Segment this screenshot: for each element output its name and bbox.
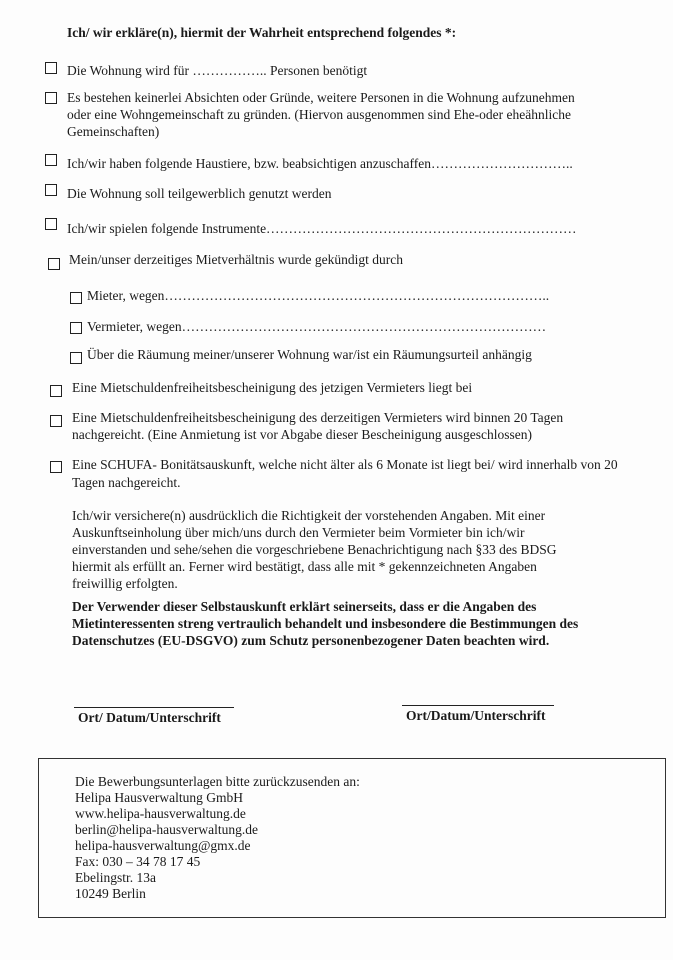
declaration-line: hiermit als erfüllt an. Ferner wird bestätigt, dass alle mit * gekennzeichneten Angaben — [72, 559, 537, 574]
subitem-tenant: Mieter, wegen………………………………………………………………………….. — [87, 288, 550, 303]
item-certificate-enclosed: Eine Mietschuldenfreiheitsbescheinigung des jetzigen Vermieters liegt bei — [72, 380, 473, 395]
postal-city: 10249 Berlin — [75, 886, 146, 901]
item-no-additional-persons-line3: Gemeinschaften) — [67, 124, 160, 139]
item-commercial-use: Die Wohnung soll teilgewerblich genutzt werden — [67, 186, 332, 201]
signature-line-left — [74, 707, 234, 708]
checkbox-no-additional-persons[interactable] — [45, 92, 57, 104]
checkbox-terminated[interactable] — [48, 258, 60, 270]
street-address: Ebelingstr. 13a — [75, 870, 156, 885]
checkbox-eviction[interactable] — [70, 352, 82, 364]
privacy-notice-line: Mietinteressenten streng vertraulich behandelt und insbesondere die Bestimmungen des — [72, 616, 579, 631]
company-name: Helipa Hausverwaltung GmbH — [75, 790, 243, 805]
item-certificate-later-line2: nachgereicht. (Eine Anmietung ist vor Abgabe dieser Bescheinigung ausgeschlossen) — [72, 427, 533, 442]
item-schufa: Eine SCHUFA- Bonitätsauskunft, welche nicht älter als 6 Monate ist liegt bei/ wird innerhalb von 20 — [72, 457, 618, 472]
signature-label-left: Ort/ Datum/Unterschrift — [78, 710, 221, 725]
checkbox-certificate-enclosed[interactable] — [50, 385, 62, 397]
declaration-line: einverstanden und sehe/sehen die vorgeschriebene Benachrichtigung nach §33 des BDSG — [72, 542, 557, 557]
item-no-additional-persons-line2: oder eine Wohngemeinschaft zu gründen. (Hiervon ausgenommen sind Ehe-oder eheähnliche — [67, 107, 571, 122]
email-link[interactable]: berlin@helipa-hausverwaltung.de — [75, 822, 258, 837]
checkbox-landlord[interactable] — [70, 322, 82, 334]
privacy-notice-line: Der Verwender dieser Selbstauskunft erklärt seinerseits, dass er die Angaben des — [72, 599, 537, 614]
declaration-line: Auskunftseinholung über mich/uns durch den Vermieter beim Vormieter bin ich/wir — [72, 525, 525, 540]
checkbox-pets[interactable] — [45, 154, 57, 166]
email-link-gmx[interactable]: helipa-hausverwaltung@gmx.de — [75, 838, 251, 853]
signature-label-right: Ort/Datum/Unterschrift — [406, 708, 546, 723]
website-link[interactable]: www.helipa-hausverwaltung.de — [75, 806, 246, 821]
checkbox-schufa[interactable] — [50, 461, 62, 473]
item-persons: Die Wohnung wird für …………….. Personen benötigt — [67, 63, 368, 78]
item-certificate-later: Eine Mietschuldenfreiheitsbescheinigung des derzeitigen Vermieters wird binnen 20 Tagen — [72, 410, 564, 425]
heading: Ich/ wir erkläre(n), hiermit der Wahrheit entsprechend folgendes *: — [67, 25, 457, 40]
declaration-line: Ich/wir versichere(n) ausdrücklich die Richtigkeit der vorstehenden Angaben. Mit einer — [72, 508, 546, 523]
signature-line-right — [402, 705, 554, 706]
checkbox-persons[interactable] — [45, 62, 57, 74]
subitem-landlord: Vermieter, wegen……………………………………………………………………… — [87, 319, 547, 334]
item-pets: Ich/wir haben folgende Haustiere, bzw. beabsichtigen anzuschaffen………………………….. — [67, 156, 573, 171]
item-terminated: Mein/unser derzeitiges Mietverhältnis wurde gekündigt durch — [69, 252, 404, 267]
checkbox-commercial-use[interactable] — [45, 184, 57, 196]
privacy-notice-line: Datenschutzes (EU-DSGVO) zum Schutz personenbezogener Daten beachten wird. — [72, 633, 550, 648]
item-no-additional-persons: Es bestehen keinerlei Absichten oder Gründe, weitere Personen in die Wohnung aufzunehmen — [67, 90, 575, 105]
checkbox-certificate-later[interactable] — [50, 415, 62, 427]
subitem-eviction: Über die Räumung meiner/unserer Wohnung war/ist ein Räumungsurteil anhängig — [87, 347, 532, 362]
declaration-line: freiwillig erfolgten. — [72, 576, 178, 591]
checkbox-instruments[interactable] — [45, 218, 57, 230]
fax-number: Fax: 030 – 34 78 17 45 — [75, 854, 201, 869]
checkbox-tenant[interactable] — [70, 292, 82, 304]
item-schufa-line2: Tagen nachgereicht. — [72, 475, 181, 490]
item-instruments: Ich/wir spielen folgende Instrumente…………………………………………………………… — [67, 221, 577, 236]
address-intro: Die Bewerbungsunterlagen bitte zurückzusenden an: — [75, 774, 360, 789]
